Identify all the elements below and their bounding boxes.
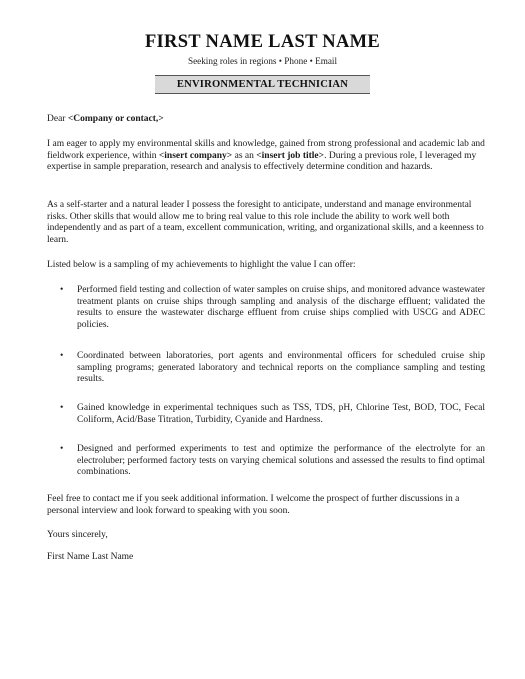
para3-text: Listed below is a sampling of my achievements to highlight the value I can offer: (47, 260, 356, 270)
para1-part1: I am eager to apply my environmental skills and knowledge, gained from strong professional and academic lab and fieldwork experience, within (47, 139, 485, 161)
salutation (47, 114, 485, 126)
candidate-name: FIRST NAME LAST NAME (144, 32, 381, 52)
bullet-symbol: • (60, 444, 64, 454)
job-title-banner: ENVIRONMENTAL TECHNICIAN (155, 75, 370, 94)
salutation-prefix: Dear (47, 114, 68, 124)
para2-text: As a self-starter and a natural leader I possess the foresight to anticipate, understand and manage environmental risks. Other skills that would allow me to bring real value to this role include the ability to work well both independently and as part of a team, excellent communication, writing, and organizational skills, and a keenness to learn. (47, 200, 484, 245)
bullet-symbol: • (60, 403, 64, 413)
bullet-text: Designed and performed experiments to test and optimize the performance of the electrolyte for an electroluber; performed factory tests on varying chemical solutions and assessed the results to find optimal combinations. (77, 444, 485, 478)
paragraph-achievements-intro (47, 260, 485, 272)
signature-name: First Name Last Name (47, 552, 134, 562)
bullet-text: Gained knowledge in experimental techniques such as TSS, TDS, pH, Chlorine Test, BOD, TOC, Fecal Coliform, Acid/Base Titration, Turbidity, Cyanide and Hardness. (77, 403, 485, 425)
bullet-symbol: • (60, 285, 64, 295)
para4-text: Feel free to contact me if you seek additional information. I welcome the prospect of further discussions in a personal interview and look forward to speaking with you soon. (47, 494, 460, 516)
bullet-symbol: • (60, 351, 64, 361)
salutation-placeholder: <Company or contact,> (67, 114, 164, 124)
paragraph-intro (47, 139, 485, 174)
closing-line (47, 530, 485, 542)
job-title-placeholder: <insert job title> (256, 150, 325, 161)
contact-line: Seeking roles in regions • Phone • Email (187, 56, 338, 66)
bullet-text: Coordinated between laboratories, port agents and environmental officers for scheduled cruise ship sampling programs; generated laboratory and technical reports on the compliance sampling and testing results. (77, 351, 485, 385)
paragraph-closing (47, 494, 485, 517)
closing-text: Yours sincerely, (47, 530, 108, 540)
para1-part3: . During a previous role, I leveraged my expertise in sample preparation, research and analysis to effectively determine condition and hazards. (47, 150, 477, 173)
para1-part2: as an (232, 150, 257, 161)
signature-block (47, 552, 485, 564)
company-placeholder: <insert company> (158, 150, 233, 161)
paragraph-skills (47, 200, 485, 246)
bullet-text: Performed field testing and collection of water samples on cruise ships, and monitored advance wastewater treatment plants on cruise ships through sampling and analysis of the discharge effluent; validated the results to ensure the wastewater discharge effluent from cruise ships complied with USCG and ADEC policies. (77, 285, 485, 330)
